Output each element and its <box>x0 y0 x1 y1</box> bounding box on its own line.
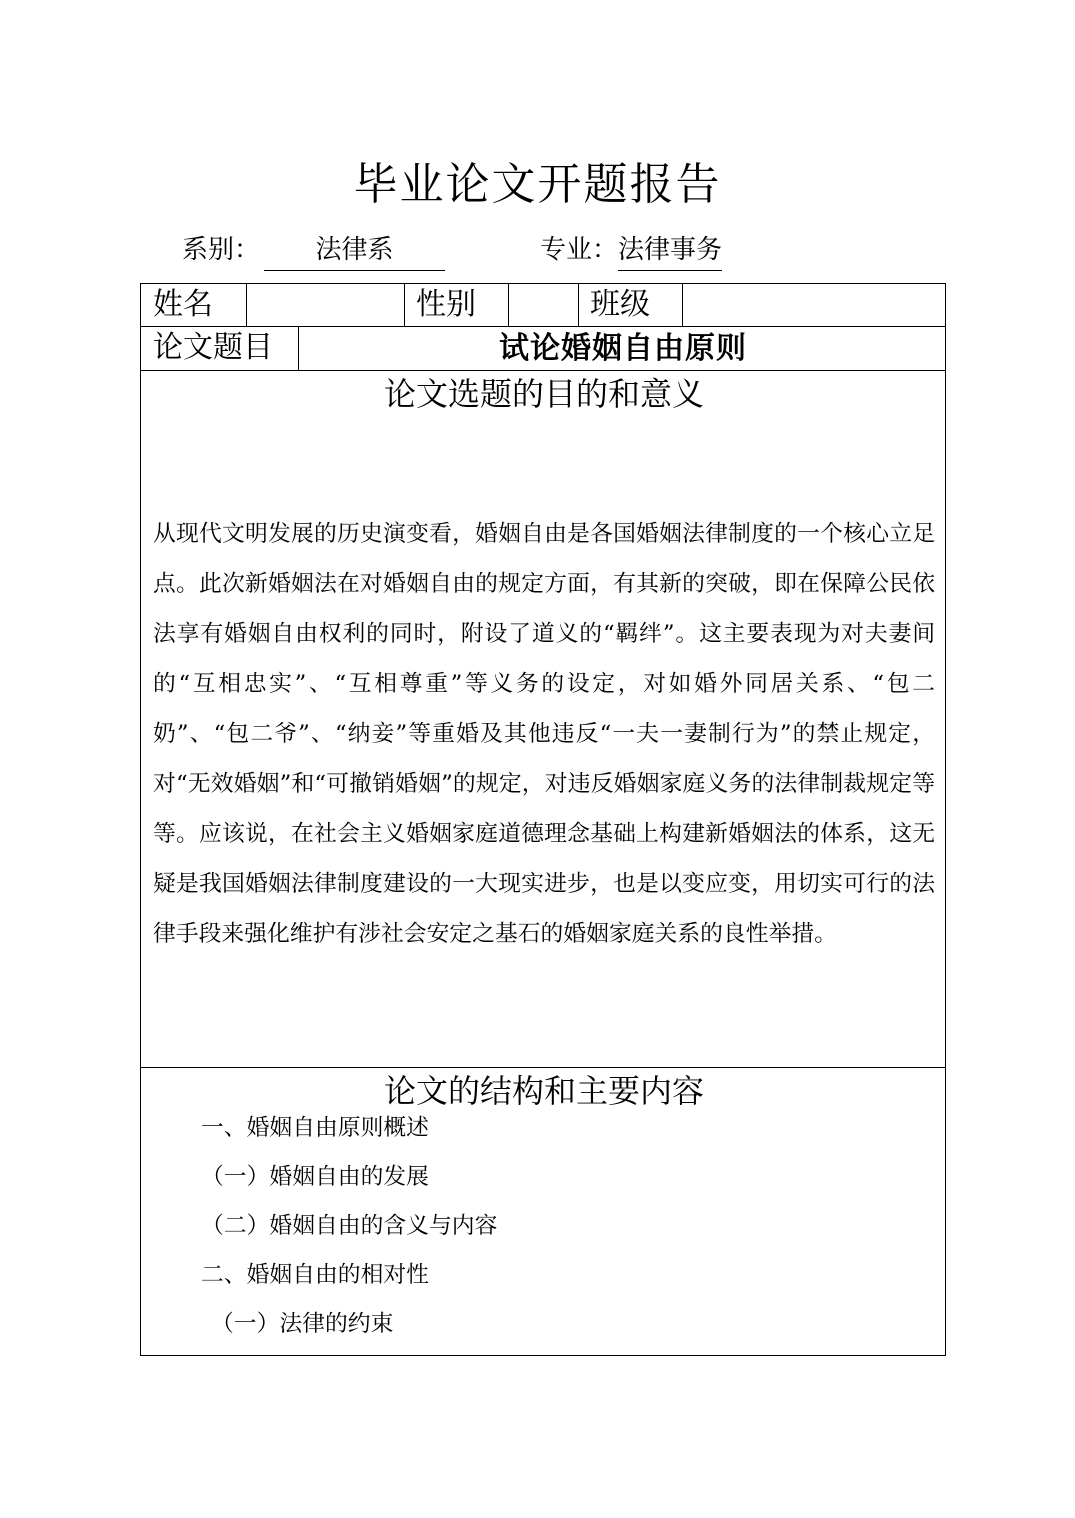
column-divider <box>578 284 579 326</box>
topic-label: 论文题目 <box>153 330 273 365</box>
class-label: 班级 <box>590 287 650 322</box>
outline-item: （二）婚姻自由的含义与内容 <box>201 1213 498 1239</box>
column-divider <box>682 284 683 326</box>
major-label: 专业： <box>540 235 619 265</box>
purpose-heading: 论文选题的目的和意义 <box>383 375 704 413</box>
outline-item: 二、婚姻自由的相对性 <box>201 1262 429 1288</box>
structure-outline <box>201 1104 497 1349</box>
document-title: 毕业论文开题报告 <box>353 159 722 210</box>
department-label: 系别： <box>182 235 261 265</box>
thesis-title: 试论婚姻自由原则 <box>499 331 747 366</box>
outline-item: （一）法律的约束 <box>211 1311 394 1337</box>
proposal-table <box>140 283 946 1356</box>
gender-label: 性别 <box>416 287 476 322</box>
name-label: 姓名 <box>153 287 213 322</box>
outline-item: （一）婚姻自由的发展 <box>201 1164 429 1190</box>
outline-item: 一、婚姻自由原则概述 <box>201 1115 429 1141</box>
purpose-paragraph: 从现代文明发展的历史演变看，婚姻自由是各国婚姻法律制度的一个核心立足点。此次新婚姻法在对婚姻自由的规定方面，有其新的突破，即在保障公民依法享有婚姻自由权利的同时，附设了道义的“羁绊”。这主要表现为对夫妻间的“互相忠实”、“互相尊重”等义务的设定，对如婚外同居关系、“包二奶”、“包二爷”、“纳妾”等重婚及其他违反“一夫一妻制行为”的禁止规定，对“无效婚姻”和“可撤销婚姻”的规定，对违反婚姻家庭义务的法律制裁规定等等。应该说，在社会主义婚姻家庭道德理念基础上构建新婚姻法的体系，这无疑是我国婚姻法律制度建设的一大现实进步，也是以变应变，用切实可行的法律手段来强化维护有涉社会安定之基石的婚姻家庭关系的良性举措。 <box>153 521 935 947</box>
structure-heading: 论文的结构和主要内容 <box>383 1072 704 1110</box>
column-divider <box>404 284 405 326</box>
department-value: 法律系 <box>264 230 445 271</box>
report-meta <box>182 230 723 271</box>
column-divider <box>246 284 247 326</box>
major-value: 法律事务 <box>618 230 722 271</box>
major-field <box>540 230 722 271</box>
column-divider <box>508 284 509 326</box>
